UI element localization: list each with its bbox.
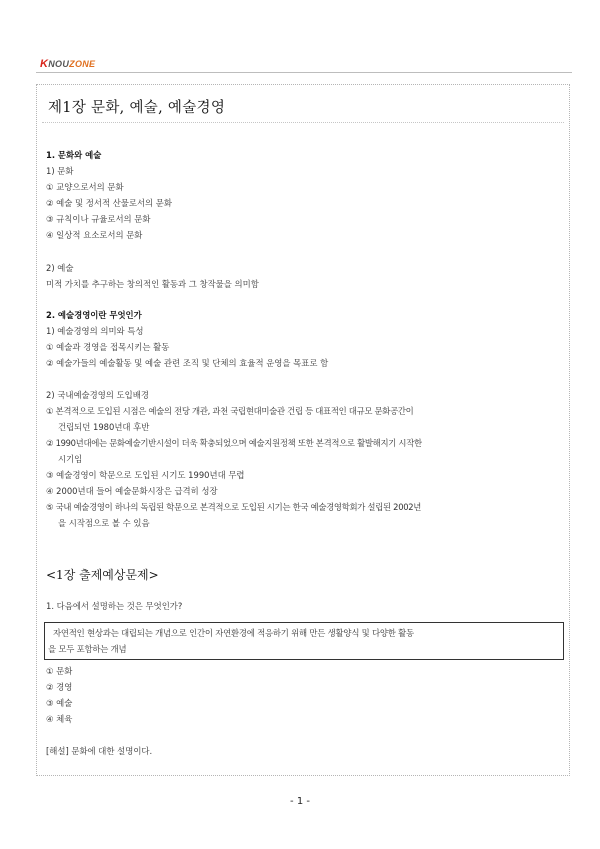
list-item: ③ 예술경영이 학문으로 도입된 시기도 1990년대 무렵 bbox=[46, 470, 245, 480]
list-item: ① 본격적으로 도입된 시점은 예술의 전당 개관, 과천 국립현대미술관 건립 등 대표적인 대규모 문화공간이 bbox=[46, 406, 414, 416]
list-item: ② 예술 및 정서적 산물로서의 문화 bbox=[46, 198, 172, 208]
list-item: ① 교양으로서의 문화 bbox=[46, 182, 124, 192]
section-heading: 1. 문화와 예술 bbox=[46, 150, 102, 160]
answer-option: ② 경영 bbox=[46, 682, 73, 692]
subsection-heading: 1) 예술경영의 의미와 특성 bbox=[46, 326, 144, 336]
page-number: - 1 - bbox=[290, 796, 310, 807]
question-box-line: 자연적인 현상과는 대립되는 개념으로 인간이 자연환경에 적응하기 위해 만든 생활양식 및 다양한 활동 bbox=[53, 628, 414, 638]
question-box-line: 을 모두 포함하는 개념 bbox=[48, 644, 127, 654]
subsection-heading: 2) 예술 bbox=[46, 263, 74, 273]
exam-heading: <1장 출제예상문제> bbox=[46, 568, 159, 582]
question-text: 1. 다음에서 설명하는 것은 무엇인가? bbox=[46, 601, 183, 611]
logo-k: K bbox=[40, 58, 49, 70]
list-item: ④ 일상적 요소로서의 문화 bbox=[46, 230, 143, 240]
list-item-continued: 건립되던 1980년대 후반 bbox=[58, 422, 150, 432]
list-item: ③ 규칙이나 규율로서의 문화 bbox=[46, 214, 151, 224]
list-item: ① 예술과 경영을 접목시키는 활동 bbox=[46, 342, 170, 352]
answer-option: ① 문화 bbox=[46, 666, 73, 676]
list-item: ⑤ 국내 예술경영이 하나의 독립된 학문으로 본격적으로 도입된 시기는 한국 예술경영학회가 설립된 2002년 bbox=[46, 502, 422, 512]
list-item-continued: 시기임 bbox=[58, 454, 83, 464]
header-divider bbox=[36, 72, 572, 73]
title-divider bbox=[42, 122, 564, 123]
list-item: ② 1990년대에는 문화예술기반시설이 더욱 확충되었으며 예술지원정책 또한 본격적으로 활발해지기 시작한 bbox=[46, 438, 422, 448]
logo-zone: ZONE bbox=[69, 59, 96, 69]
subsection-heading: 2) 국내예술경영의 도입배경 bbox=[46, 390, 149, 400]
logo-nou: NOU bbox=[48, 59, 70, 69]
chapter-title: 제1장 문화, 예술, 예술경영 bbox=[48, 100, 226, 116]
question-box bbox=[44, 622, 564, 660]
list-item: ④ 2000년대 들어 예술문화시장은 급격히 성장 bbox=[46, 486, 218, 496]
list-item: ② 예술가들의 예술활동 및 예술 관련 조직 및 단체의 효율적 운영을 목표로 함 bbox=[46, 358, 329, 368]
explanation-text: [해설] 문화에 대한 설명이다. bbox=[46, 746, 153, 756]
answer-option: ③ 예술 bbox=[46, 698, 73, 708]
section-heading: 2. 예술경영이란 무엇인가 bbox=[46, 310, 142, 320]
paragraph: 미적 가치를 추구하는 창의적인 활동과 그 창작물을 의미함 bbox=[46, 279, 259, 289]
knouzone-logo bbox=[40, 58, 95, 70]
list-item-continued: 을 시작점으로 볼 수 있음 bbox=[58, 518, 150, 528]
subsection-heading: 1) 문화 bbox=[46, 166, 74, 176]
answer-option: ④ 체육 bbox=[46, 714, 73, 724]
